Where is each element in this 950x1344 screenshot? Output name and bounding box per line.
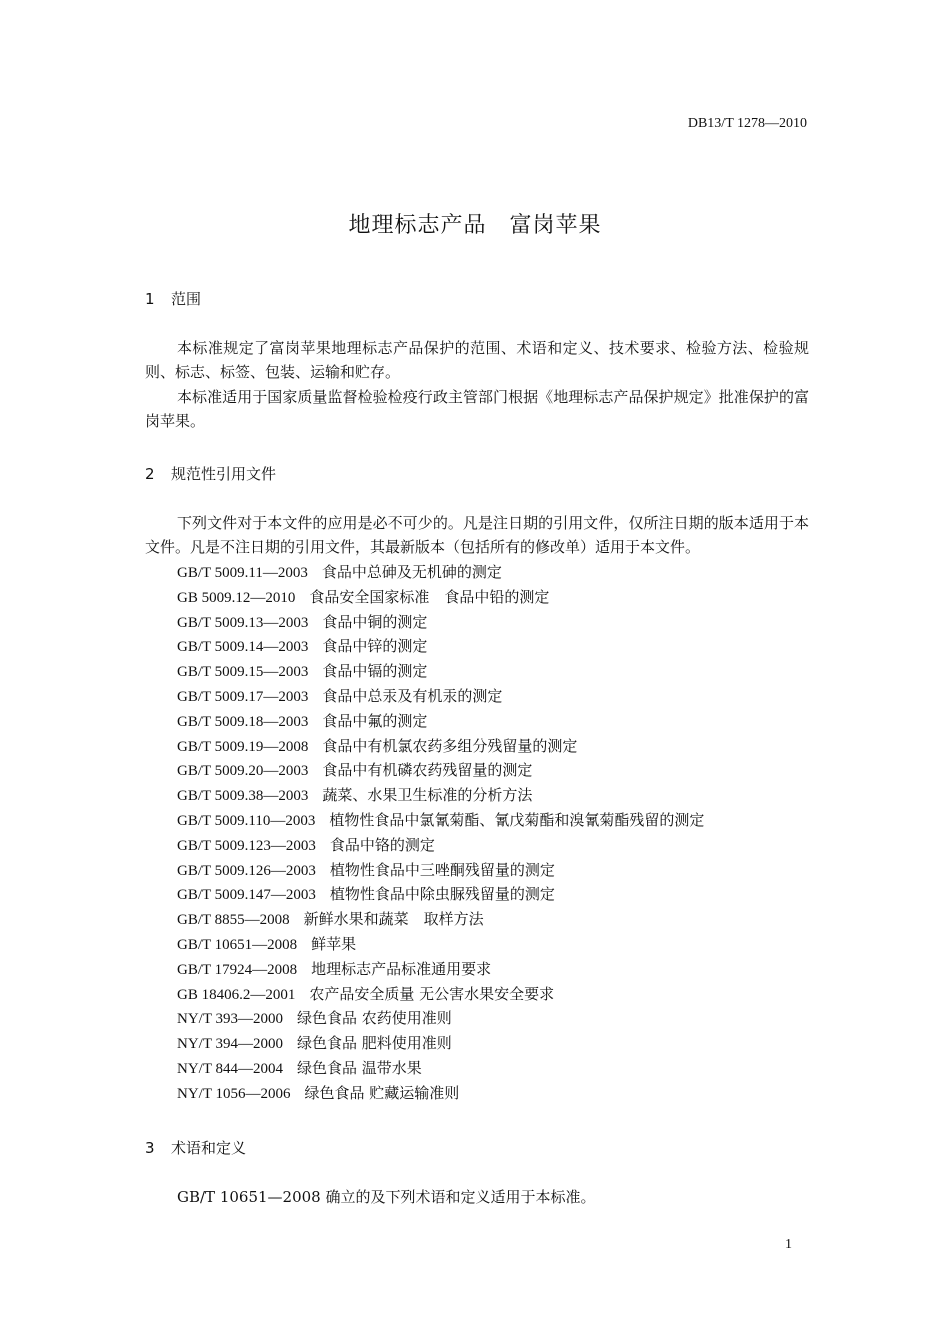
reference-title: 食品中铜的测定 [322, 612, 428, 631]
reference-item [177, 1031, 704, 1056]
reference-code: GB/T 5009.20—2003 [177, 763, 309, 780]
reference-title: 绿色食品 肥料使用准则 [296, 1034, 452, 1053]
reference-item [177, 932, 704, 957]
reference-item [177, 982, 704, 1007]
section-heading-terms-definitions [145, 1137, 246, 1158]
reference-title: 食品安全国家标准 食品中铅的测定 [309, 587, 550, 606]
reference-title: 绿色食品 贮藏运输准则 [304, 1083, 460, 1102]
reference-code: NY/T 394—2000 [177, 1036, 283, 1053]
reference-code: GB/T 5009.19—2008 [177, 738, 309, 755]
reference-item [177, 758, 704, 783]
reference-code: GB/T 5009.126—2003 [177, 862, 316, 879]
reference-item [177, 1006, 704, 1031]
reference-item [177, 808, 704, 833]
reference-item [177, 858, 704, 883]
reference-code: GB 5009.12—2010 [177, 589, 296, 606]
reference-code: GB/T 5009.15—2003 [177, 664, 309, 681]
reference-title: 食品中有机氯农药多组分残留量的测定 [322, 736, 578, 755]
scope-paragraph-1: 本标准规定了富岗苹果地理标志产品保护的范围、术语和定义、技术要求、检验方法、检验规则、标志、标签、包装、运输和贮存。 [145, 339, 809, 381]
reference-item [177, 1056, 704, 1081]
section-title: 术语和定义 [171, 1139, 247, 1157]
scope-paragraph-2: 本标准适用于国家质量监督检验检疫行政主管部门根据《地理标志产品保护规定》批准保护的富岗苹果。 [145, 388, 809, 430]
reference-code: NY/T 393—2000 [177, 1011, 283, 1028]
reference-title: 食品中总砷及无机砷的测定 [321, 563, 502, 581]
reference-item [177, 783, 704, 808]
reference-title: 食品中有机磷农药残留量的测定 [322, 761, 533, 780]
reference-title: 食品中镉的测定 [322, 662, 428, 681]
reference-item [177, 560, 704, 585]
reference-item [177, 957, 704, 982]
section-title: 规范性引用文件 [171, 465, 277, 483]
reference-list [177, 560, 704, 1106]
reference-code: GB/T 8855—2008 [177, 912, 290, 929]
page-number: 1 [785, 1237, 792, 1252]
reference-title: 植物性食品中三唑酮残留量的测定 [329, 860, 555, 879]
reference-item [177, 659, 704, 684]
section-title: 范围 [171, 290, 202, 308]
reference-code: GB/T 5009.123—2003 [177, 837, 316, 854]
reference-item [177, 833, 704, 858]
reference-code: GB/T 10651—2008 [177, 936, 298, 953]
reference-title: 新鲜水果和蔬菜 取样方法 [303, 910, 484, 929]
terms-paragraph: GB/T 10651—2008 确立的及下列术语和定义适用于本标准。 [177, 1188, 596, 1206]
reference-item [177, 709, 704, 734]
reference-code: GB/T 5009.13—2003 [177, 614, 309, 631]
reference-code: GB/T 5009.110—2003 [177, 812, 316, 829]
reference-title: 植物性食品中氯氰菊酯、氰戊菊酯和溴氰菊酯残留的测定 [329, 810, 705, 829]
reference-item [177, 734, 704, 759]
reference-item [177, 585, 704, 610]
reference-code: GB 18406.2—2001 [177, 986, 296, 1003]
reference-title: 食品中总汞及有机汞的测定 [322, 686, 503, 705]
reference-item [177, 1081, 704, 1106]
document-title: 地理标志产品 富岗苹果 [348, 213, 602, 238]
reference-code: GB/T 5009.11—2003 [177, 565, 308, 581]
reference-item [177, 610, 704, 635]
reference-code: GB/T 5009.14—2003 [177, 639, 309, 656]
section-number: 3 [145, 1139, 155, 1157]
reference-item [177, 882, 704, 907]
reference-code: GB/T 5009.18—2003 [177, 713, 309, 730]
reference-code: NY/T 1056—2006 [177, 1085, 291, 1102]
reference-title: 食品中铬的测定 [329, 835, 435, 854]
section-heading-scope [145, 288, 201, 309]
reference-code: GB/T 5009.147—2003 [177, 887, 316, 904]
reference-title: 食品中氟的测定 [322, 711, 428, 730]
section-number: 2 [145, 465, 155, 483]
reference-code: NY/T 844—2004 [177, 1060, 283, 1077]
reference-title: 蔬菜、水果卫生标准的分析方法 [322, 786, 533, 805]
reference-title: 地理标志产品标准通用要求 [311, 959, 492, 978]
reference-item [177, 634, 704, 659]
reference-code: GB/T 5009.17—2003 [177, 688, 309, 705]
section-number: 1 [145, 290, 155, 308]
reference-title: 食品中锌的测定 [322, 637, 428, 656]
reference-item [177, 907, 704, 932]
reference-item [177, 684, 704, 709]
reference-title: 绿色食品 温带水果 [296, 1058, 422, 1077]
reference-title: 农产品安全质量 无公害水果安全要求 [309, 984, 555, 1003]
section-heading-normative-references [145, 463, 276, 484]
reference-title: 绿色食品 农药使用准则 [296, 1009, 452, 1028]
reference-title: 鲜苹果 [311, 934, 357, 953]
reference-title: 植物性食品中除虫脲残留量的测定 [329, 885, 555, 904]
standard-code: DB13/T 1278—2010 [687, 116, 807, 131]
reference-code: GB/T 17924—2008 [177, 961, 298, 978]
reference-code: GB/T 5009.38—2003 [177, 788, 309, 805]
references-intro-paragraph: 下列文件对于本文件的应用是必不可少的。凡是注日期的引用文件，仅所注日期的版本适用于本文件。凡是不注日期的引用文件，其最新版本（包括所有的修改单）适用于本文件。 [145, 514, 809, 556]
